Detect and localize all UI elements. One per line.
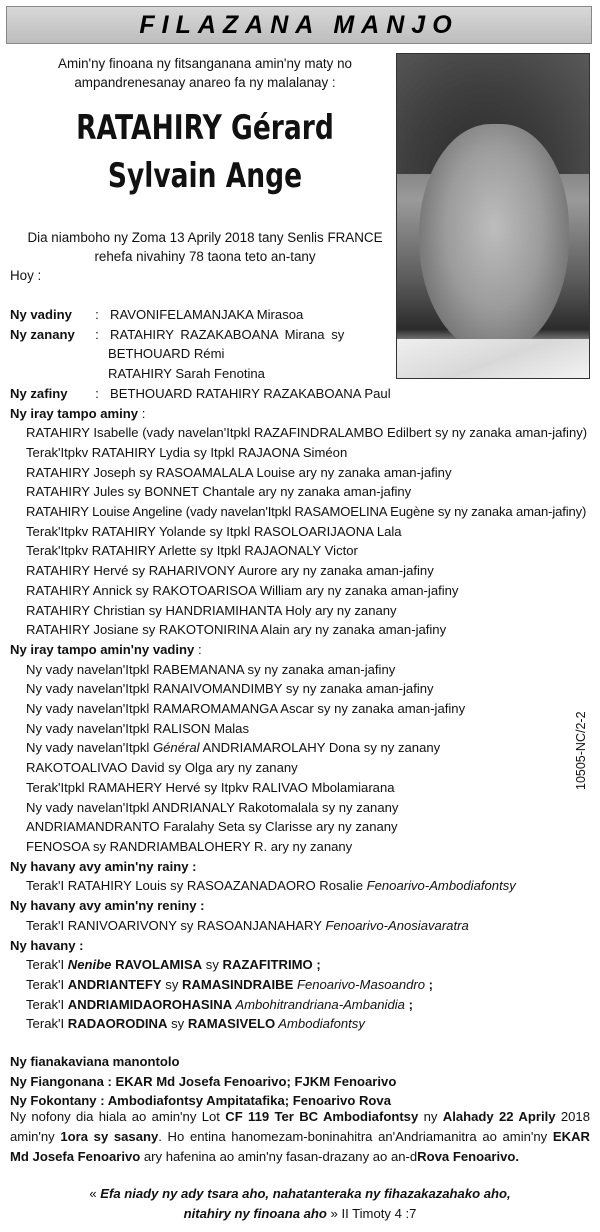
list-item: Ny vady navelan'Itpkl RALISON Malas <box>26 720 250 736</box>
list-item: RATAHIRY Jules sy BONNET Chantale ary ny zanaka aman-jafiny <box>26 484 412 500</box>
hoy-label: Hoy : <box>10 268 42 283</box>
children-continued: BETHOUARD Rémi RATAHIRY Sarah Fenotina <box>108 346 265 382</box>
list-item: Ny vady navelan'Itpkl RAMAROMAMANGA Ascar sy ny zanaka aman-jafiny <box>26 701 466 717</box>
reference-code: 10505-NC/2-2 <box>574 711 588 790</box>
list-item: ANDRIAMANDRANTO Faralahy Seta sy Clarisse ary ny zanany <box>26 819 398 835</box>
in-laws-list <box>10 660 590 857</box>
family-signature: Ny fianakaviana manontolo <box>10 1054 180 1070</box>
in-laws-heading: Ny iray tampo amin'ny vadiny : <box>10 641 202 657</box>
list-item: RATAHIRY Josiane sy RAKOTONIRINA Alain ary ny zanaka aman-jafiny <box>26 622 447 638</box>
bible-verse: « Efa niady ny ady tsara aho, nahatanteraka ny fihazakazahako aho, nitahiry ny finoana aho » II Timoty 4 :7 <box>89 1186 511 1221</box>
death-notice: Dia niamboho ny Zoma 13 Aprily 2018 tany Senlis FRANCE rehefa nivahiny 78 taona teto an-tany <box>27 230 383 264</box>
funeral-paragraph: Ny nofony dia hiala ao amin'ny Lot CF 119 Ter BC Ambodiafontsy ny Alahady 22 Aprily 2018 amin'ny 1ora sy sasany. Ho entina hanomezam-boninahitra an'Andriamanitra ao amin'ny EKAR Md Josefa Fenoarivo ary hafenina ao amin'ny fasan-drazany ao an-dRova Fenoarivo. <box>10 1109 590 1164</box>
list-item: RATAHIRY Louise Angeline (vady navelan'Itpkl RASAMOELINA Eugène sy ny zanaka aman-jafiny) <box>26 504 587 520</box>
list-item: Ny vady navelan'Itpkl ANDRIANALY Rakotomalala sy ny zanany <box>26 799 399 815</box>
maternal-heading: Ny havany avy amin'ny reniny : <box>10 898 205 914</box>
children-row: Ny zanany : RATAHIRY RAZAKABOANA Mirana sy <box>10 326 345 342</box>
list-item: Terak'I ANDRIAMIDAOROHASINA Ambohitrandriana-Ambanidia ; <box>26 996 413 1012</box>
list-item: Terak'I RADAORODINA sy RAMASIVELO Ambodiafontsy <box>26 1016 365 1032</box>
list-item: RATAHIRY Hervé sy RAHARIVONY Aurore ary ny zanaka aman-jafiny <box>26 563 434 579</box>
list-item: Terak'Itpkl RAMAHERY Hervé sy Itpkv RALIVAO Mbolamiarana <box>26 779 395 795</box>
list-item: Terak'I RATAHIRY Louis sy RASOAZANADAORO Rosalie Fenoarivo-Ambodiafontsy <box>26 878 516 894</box>
fokontany-line: Ny Fokontany : Ambodiafontsy Ampitatafika; Fenoarivo Rova <box>10 1093 391 1109</box>
intro-text: Amin'ny finoana ny fitsanganana amin'ny maty no ampandrenesanay anareo fa ny malalanay : <box>58 56 352 90</box>
title-banner <box>6 6 592 44</box>
siblings-list <box>10 423 590 640</box>
paternal-heading: Ny havany avy amin'ny rainy : <box>10 858 197 874</box>
list-item: RATAHIRY Isabelle (vady navelan'Itpkl RAZAFINDRALAMBO Edilbert sy ny zanaka aman-jafiny) <box>26 425 588 441</box>
spouse-row: Ny vadiny : RAVONIFELAMANJAKA Mirasoa <box>10 307 304 322</box>
family-list <box>10 305 590 1111</box>
list-item: Terak'Itpkv RATAHIRY Lydia sy Itpkl RAJAONA Siméon <box>26 444 348 460</box>
list-item: RATAHIRY Annick sy RAKOTOARISOA William ary ny zanaka aman-jafiny <box>26 582 459 598</box>
list-item: RAKOTOALIVAO David sy Olga ary ny zanany <box>26 760 298 776</box>
list-item: RATAHIRY Joseph sy RASOAMALALA Louise ary ny zanaka aman-jafiny <box>26 464 452 480</box>
siblings-heading: Ny iray tampo aminy : <box>10 405 146 421</box>
grandchild-row: Ny zafiny : BETHOUARD RATAHIRY RAZAKABOANA Paul <box>10 385 391 401</box>
list-item: Terak'I Nenibe RAVOLAMISA sy RAZAFITRIMO ; <box>26 957 321 973</box>
list-item: FENOSOA sy RANDRIAMBALOHERY R. ary ny zanany <box>26 838 353 854</box>
list-item: Terak'Itpkv RATAHIRY Arlette sy Itpkl RAJAONALY Victor <box>26 543 358 559</box>
deceased-name: RATAHIRY Gérard Sylvain Ange <box>76 108 334 196</box>
list-item: RATAHIRY Christian sy HANDRIAMIHANTA Holy ary ny zanany <box>26 602 397 618</box>
banner-title: FILAZANA MANJO <box>139 10 459 39</box>
relatives-heading: Ny havany : <box>10 937 84 953</box>
list-item: Ny vady navelan'Itpkl RABEMANANA sy ny zanaka aman-jafiny <box>26 661 396 677</box>
list-item: Ny vady navelan'Itpkl Général ANDRIAMAROLAHY Dona sy ny zanany <box>26 740 441 756</box>
list-item: Terak'I RANIVOARIVONY sy RASOANJANAHARY Fenoarivo-Anosiavaratra <box>26 917 469 933</box>
list-item: Ny vady navelan'Itpkl RANAIVOMANDIMBY sy ny zanaka aman-jafiny <box>26 681 434 697</box>
church-line: Ny Fiangonana : EKAR Md Josefa Fenoarivo; FJKM Fenoarivo <box>10 1073 397 1089</box>
list-item: Terak'Itpkv RATAHIRY Yolande sy Itpkl RASOLOARIJAONA Lala <box>26 523 402 539</box>
list-item: Terak'I ANDRIANTEFY sy RAMASINDRAIBE Fenoarivo-Masoandro ; <box>26 976 434 992</box>
relatives-list <box>10 955 590 1034</box>
